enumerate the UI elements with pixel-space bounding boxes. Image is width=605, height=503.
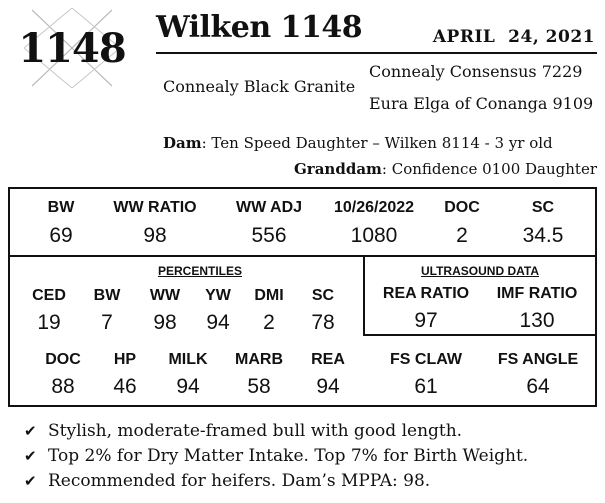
percentile-label: CED: [32, 287, 66, 304]
fs-value: 61: [414, 375, 438, 398]
percentile-value: 78: [311, 311, 335, 334]
top-stat-value: 98: [143, 224, 167, 247]
note-text: Top 2% for Dry Matter Intake. Top 7% for Birth Weight.: [48, 446, 529, 466]
granddam-label: Granddam: [294, 160, 382, 178]
percentile-value: 2: [263, 311, 275, 334]
sale-date: APRIL 24, 2021: [432, 27, 595, 47]
percentile-label: YW: [205, 287, 231, 304]
top-stat-value: 69: [49, 224, 73, 247]
percentile-value: 46: [113, 375, 137, 398]
percentiles-title: PERCENTILES: [157, 264, 242, 278]
top-stat-label: 10/26/2022: [333, 199, 415, 216]
list-item: [24, 419, 528, 444]
top-stat-value: 556: [251, 224, 287, 247]
percentile-label: DOC: [45, 351, 81, 368]
sire-sire-name: Connealy Consensus 7229: [369, 62, 583, 81]
fs-label: FS ANGLE: [497, 351, 579, 368]
top-stat-label: SC: [531, 199, 555, 216]
percentile-value: 7: [101, 311, 113, 334]
percentile-value: 98: [153, 311, 177, 334]
dam-label: Dam: [163, 134, 202, 152]
percentile-label: SC: [311, 287, 335, 304]
note-text: Recommended for heifers. Dam’s MPPA: 98.: [48, 471, 431, 491]
sire-dam-name: Eura Elga of Conanga 9109: [369, 94, 594, 113]
granddam-value: : Confidence 0100 Daughter: [381, 160, 597, 178]
checkmark-icon: ✔: [24, 472, 37, 490]
top-stat-label: DOC: [444, 199, 480, 216]
top-stat-value: 2: [456, 224, 468, 247]
fs-label: FS CLAW: [390, 351, 462, 368]
top-stat-value: 34.5: [522, 224, 564, 247]
animal-name: Wilken 1148: [156, 10, 363, 45]
percentile-value: 88: [51, 375, 75, 398]
percentile-label: DMI: [254, 287, 284, 304]
percentile-value: 19: [37, 311, 61, 334]
top-stats-divider: [10, 255, 595, 257]
checkmark-icon: ✔: [24, 447, 37, 465]
dam-line: [163, 134, 553, 152]
percentile-label: MILK: [168, 351, 208, 368]
top-stat-label: BW: [47, 199, 75, 216]
checkmark-icon: ✔: [24, 422, 37, 440]
percentile-value: 94: [206, 311, 230, 334]
ultrasound-value: 97: [414, 309, 438, 332]
ultrasound-label: REA RATIO: [382, 285, 470, 302]
lot-number: 1148: [18, 25, 126, 72]
ultrasound-title: ULTRASOUND DATA: [421, 264, 539, 278]
top-stat-value: 1080: [350, 224, 398, 247]
percentile-value: 94: [316, 375, 340, 398]
percentile-value: 58: [247, 375, 271, 398]
granddam-line: [294, 160, 597, 178]
percentile-label: BW: [93, 287, 121, 304]
notes-list: [24, 419, 528, 494]
ultrasound-bottom-border: [363, 334, 595, 336]
list-item: [24, 444, 528, 469]
title-divider: [156, 52, 597, 54]
ultrasound-label: IMF RATIO: [496, 285, 578, 302]
sire-name: Connealy Black Granite: [163, 77, 356, 96]
fs-value: 64: [526, 375, 550, 398]
percentile-value: 94: [176, 375, 200, 398]
dam-value: : Ten Speed Daughter – Wilken 8114 - 3 yr old: [201, 134, 553, 152]
top-stat-label: WW RATIO: [113, 199, 197, 216]
percentile-label: HP: [113, 351, 137, 368]
percentile-label: REA: [311, 351, 345, 368]
percentile-label: WW: [149, 287, 181, 304]
performance-data-box: [8, 187, 597, 407]
note-text: Stylish, moderate-framed bull with good length.: [48, 421, 463, 441]
percentile-label: MARB: [235, 351, 283, 368]
list-item: [24, 469, 528, 494]
top-stat-label: WW ADJ: [235, 199, 303, 216]
ultrasound-value: 130: [519, 309, 555, 332]
lot-badge: [18, 8, 126, 88]
